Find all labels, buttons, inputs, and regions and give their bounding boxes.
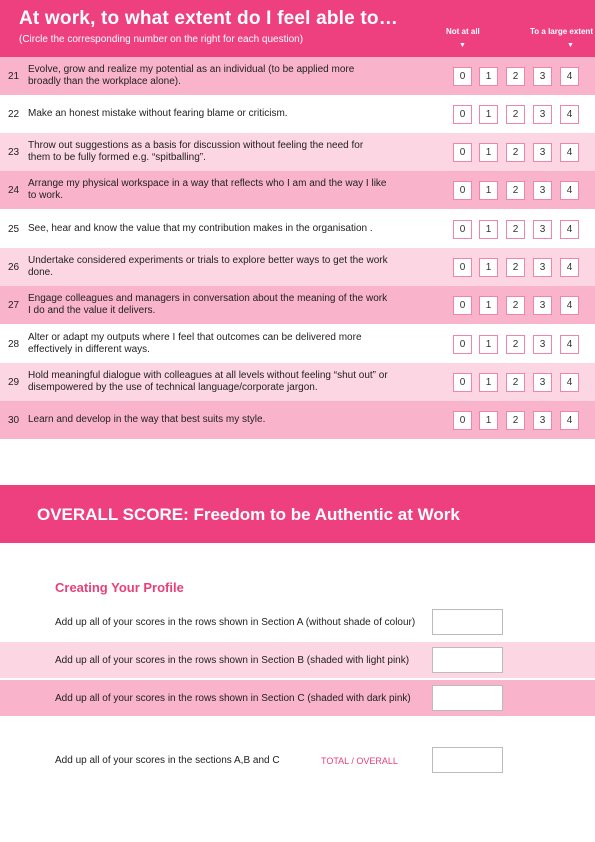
instructions: (Circle the corresponding number on the right for each question) (19, 34, 304, 45)
question-row (0, 325, 595, 363)
question-text: Throw out suggestions as a basis for discussion without feeling the need for them to be fully formed e.g. “spitballing”. (28, 140, 364, 163)
arrow-down-icon: ▼ (567, 42, 574, 49)
overall-score-title: OVERALL SCORE: Freedom to be Authentic at Work (37, 505, 460, 524)
scale-high-label: To a large extent (530, 27, 593, 36)
score-option-3[interactable]: 3 (533, 67, 552, 86)
score-option-4[interactable]: 4 (560, 296, 579, 315)
score-option-3[interactable]: 3 (533, 411, 552, 430)
score-option-2[interactable]: 2 (506, 296, 525, 315)
score-option-2[interactable]: 2 (506, 143, 525, 162)
score-option-3[interactable]: 3 (533, 258, 552, 277)
score-option-1[interactable]: 1 (479, 258, 498, 277)
question-row (0, 248, 595, 286)
score-option-1[interactable]: 1 (479, 220, 498, 239)
score-option-4[interactable]: 4 (560, 220, 579, 239)
score-option-2[interactable]: 2 (506, 411, 525, 430)
section-a-total-label: Add up all of your scores in the rows shown in Section A (without shade of colour) (55, 616, 416, 628)
score-option-1[interactable]: 1 (479, 373, 498, 392)
section-b-total-label: Add up all of your scores in the rows shown in Section B (shaded with light pink) (55, 654, 410, 666)
question-row (0, 210, 595, 248)
score-option-0[interactable]: 0 (453, 258, 472, 277)
score-option-4[interactable]: 4 (560, 335, 579, 354)
score-option-4[interactable]: 4 (560, 411, 579, 430)
score-option-0[interactable]: 0 (453, 105, 472, 124)
score-option-2[interactable]: 2 (506, 220, 525, 239)
score-option-0[interactable]: 0 (453, 220, 472, 239)
question-text: Evolve, grow and realize my potential as an individual (to be applied more broadly than the workplace alone). (28, 64, 355, 87)
score-option-0[interactable]: 0 (453, 143, 472, 162)
question-row (0, 57, 595, 95)
score-option-3[interactable]: 3 (533, 181, 552, 200)
section-b-total-row (0, 642, 595, 678)
score-option-0[interactable]: 0 (453, 335, 472, 354)
overall-total-label: Add up all of your scores in the sections A,B and C (55, 754, 280, 766)
question-number: 24 (8, 184, 20, 196)
total-overall-label: TOTAL / OVERALL (321, 756, 398, 766)
scale-low-label: Not at all (446, 27, 480, 36)
question-row (0, 95, 595, 133)
score-option-4[interactable]: 4 (560, 143, 579, 162)
score-option-4[interactable]: 4 (560, 258, 579, 277)
question-text: Arrange my physical workspace in a way that reflects who I am and the way I like to work. (28, 178, 387, 201)
score-option-1[interactable]: 1 (479, 143, 498, 162)
score-option-3[interactable]: 3 (533, 296, 552, 315)
score-option-3[interactable]: 3 (533, 143, 552, 162)
score-option-1[interactable]: 1 (479, 411, 498, 430)
section-c-total-label: Add up all of your scores in the rows shown in Section C (shaded with dark pink) (55, 692, 411, 704)
score-option-4[interactable]: 4 (560, 181, 579, 200)
question-number: 27 (8, 299, 20, 311)
question-number: 23 (8, 146, 20, 158)
arrow-down-icon: ▼ (459, 42, 466, 49)
question-row (0, 286, 595, 324)
question-text: Alter or adapt my outputs where I feel that outcomes can be delivered more effectively in different ways. (28, 332, 362, 355)
question-text: Engage colleagues and managers in conversation about the meaning of the work I do and the value it delivers. (28, 293, 388, 316)
question-number: 29 (8, 376, 20, 388)
question-text: Hold meaningful dialogue with colleagues at all levels without feeling “shut out” or disempowered by the use of technical language/corporate jargon. (28, 370, 388, 393)
score-option-3[interactable]: 3 (533, 220, 552, 239)
score-option-0[interactable]: 0 (453, 181, 472, 200)
question-text: See, hear and know the value that my contribution makes in the organisation . (28, 223, 373, 234)
question-text: Make an honest mistake without fearing blame or criticism. (28, 108, 288, 119)
section-a-total-row (0, 604, 595, 640)
overall-total-input[interactable] (432, 747, 503, 773)
score-option-1[interactable]: 1 (479, 296, 498, 315)
score-option-1[interactable]: 1 (479, 335, 498, 354)
score-option-0[interactable]: 0 (453, 373, 472, 392)
score-option-4[interactable]: 4 (560, 373, 579, 392)
score-option-1[interactable]: 1 (479, 105, 498, 124)
section-a-total-input[interactable] (432, 609, 503, 635)
question-row (0, 171, 595, 209)
question-row (0, 133, 595, 171)
section-header (0, 0, 595, 60)
overall-score-banner (0, 485, 595, 543)
score-option-2[interactable]: 2 (506, 181, 525, 200)
overall-total-row (0, 742, 595, 778)
score-option-0[interactable]: 0 (453, 67, 472, 86)
question-row (0, 363, 595, 401)
score-option-2[interactable]: 2 (506, 335, 525, 354)
score-option-3[interactable]: 3 (533, 105, 552, 124)
score-option-1[interactable]: 1 (479, 181, 498, 200)
question-text: Undertake considered experiments or trials to explore better ways to get the work done. (28, 255, 388, 278)
page-title: At work, to what extent do I feel able to… (19, 8, 398, 29)
score-option-3[interactable]: 3 (533, 335, 552, 354)
section-c-total-row (0, 680, 595, 716)
score-option-4[interactable]: 4 (560, 67, 579, 86)
section-c-total-input[interactable] (432, 685, 503, 711)
score-option-0[interactable]: 0 (453, 411, 472, 430)
score-option-1[interactable]: 1 (479, 67, 498, 86)
section-b-total-input[interactable] (432, 647, 503, 673)
score-option-2[interactable]: 2 (506, 105, 525, 124)
question-number: 25 (8, 223, 20, 235)
question-number: 21 (8, 70, 20, 82)
score-option-2[interactable]: 2 (506, 373, 525, 392)
question-row (0, 401, 595, 439)
question-number: 22 (8, 108, 20, 120)
profile-title: Creating Your Profile (55, 580, 184, 595)
question-number: 28 (8, 338, 20, 350)
score-option-2[interactable]: 2 (506, 258, 525, 277)
score-option-3[interactable]: 3 (533, 373, 552, 392)
score-option-0[interactable]: 0 (453, 296, 472, 315)
score-option-2[interactable]: 2 (506, 67, 525, 86)
question-number: 30 (8, 414, 20, 426)
question-text: Learn and develop in the way that best suits my style. (28, 414, 266, 425)
question-number: 26 (8, 261, 20, 273)
score-option-4[interactable]: 4 (560, 105, 579, 124)
